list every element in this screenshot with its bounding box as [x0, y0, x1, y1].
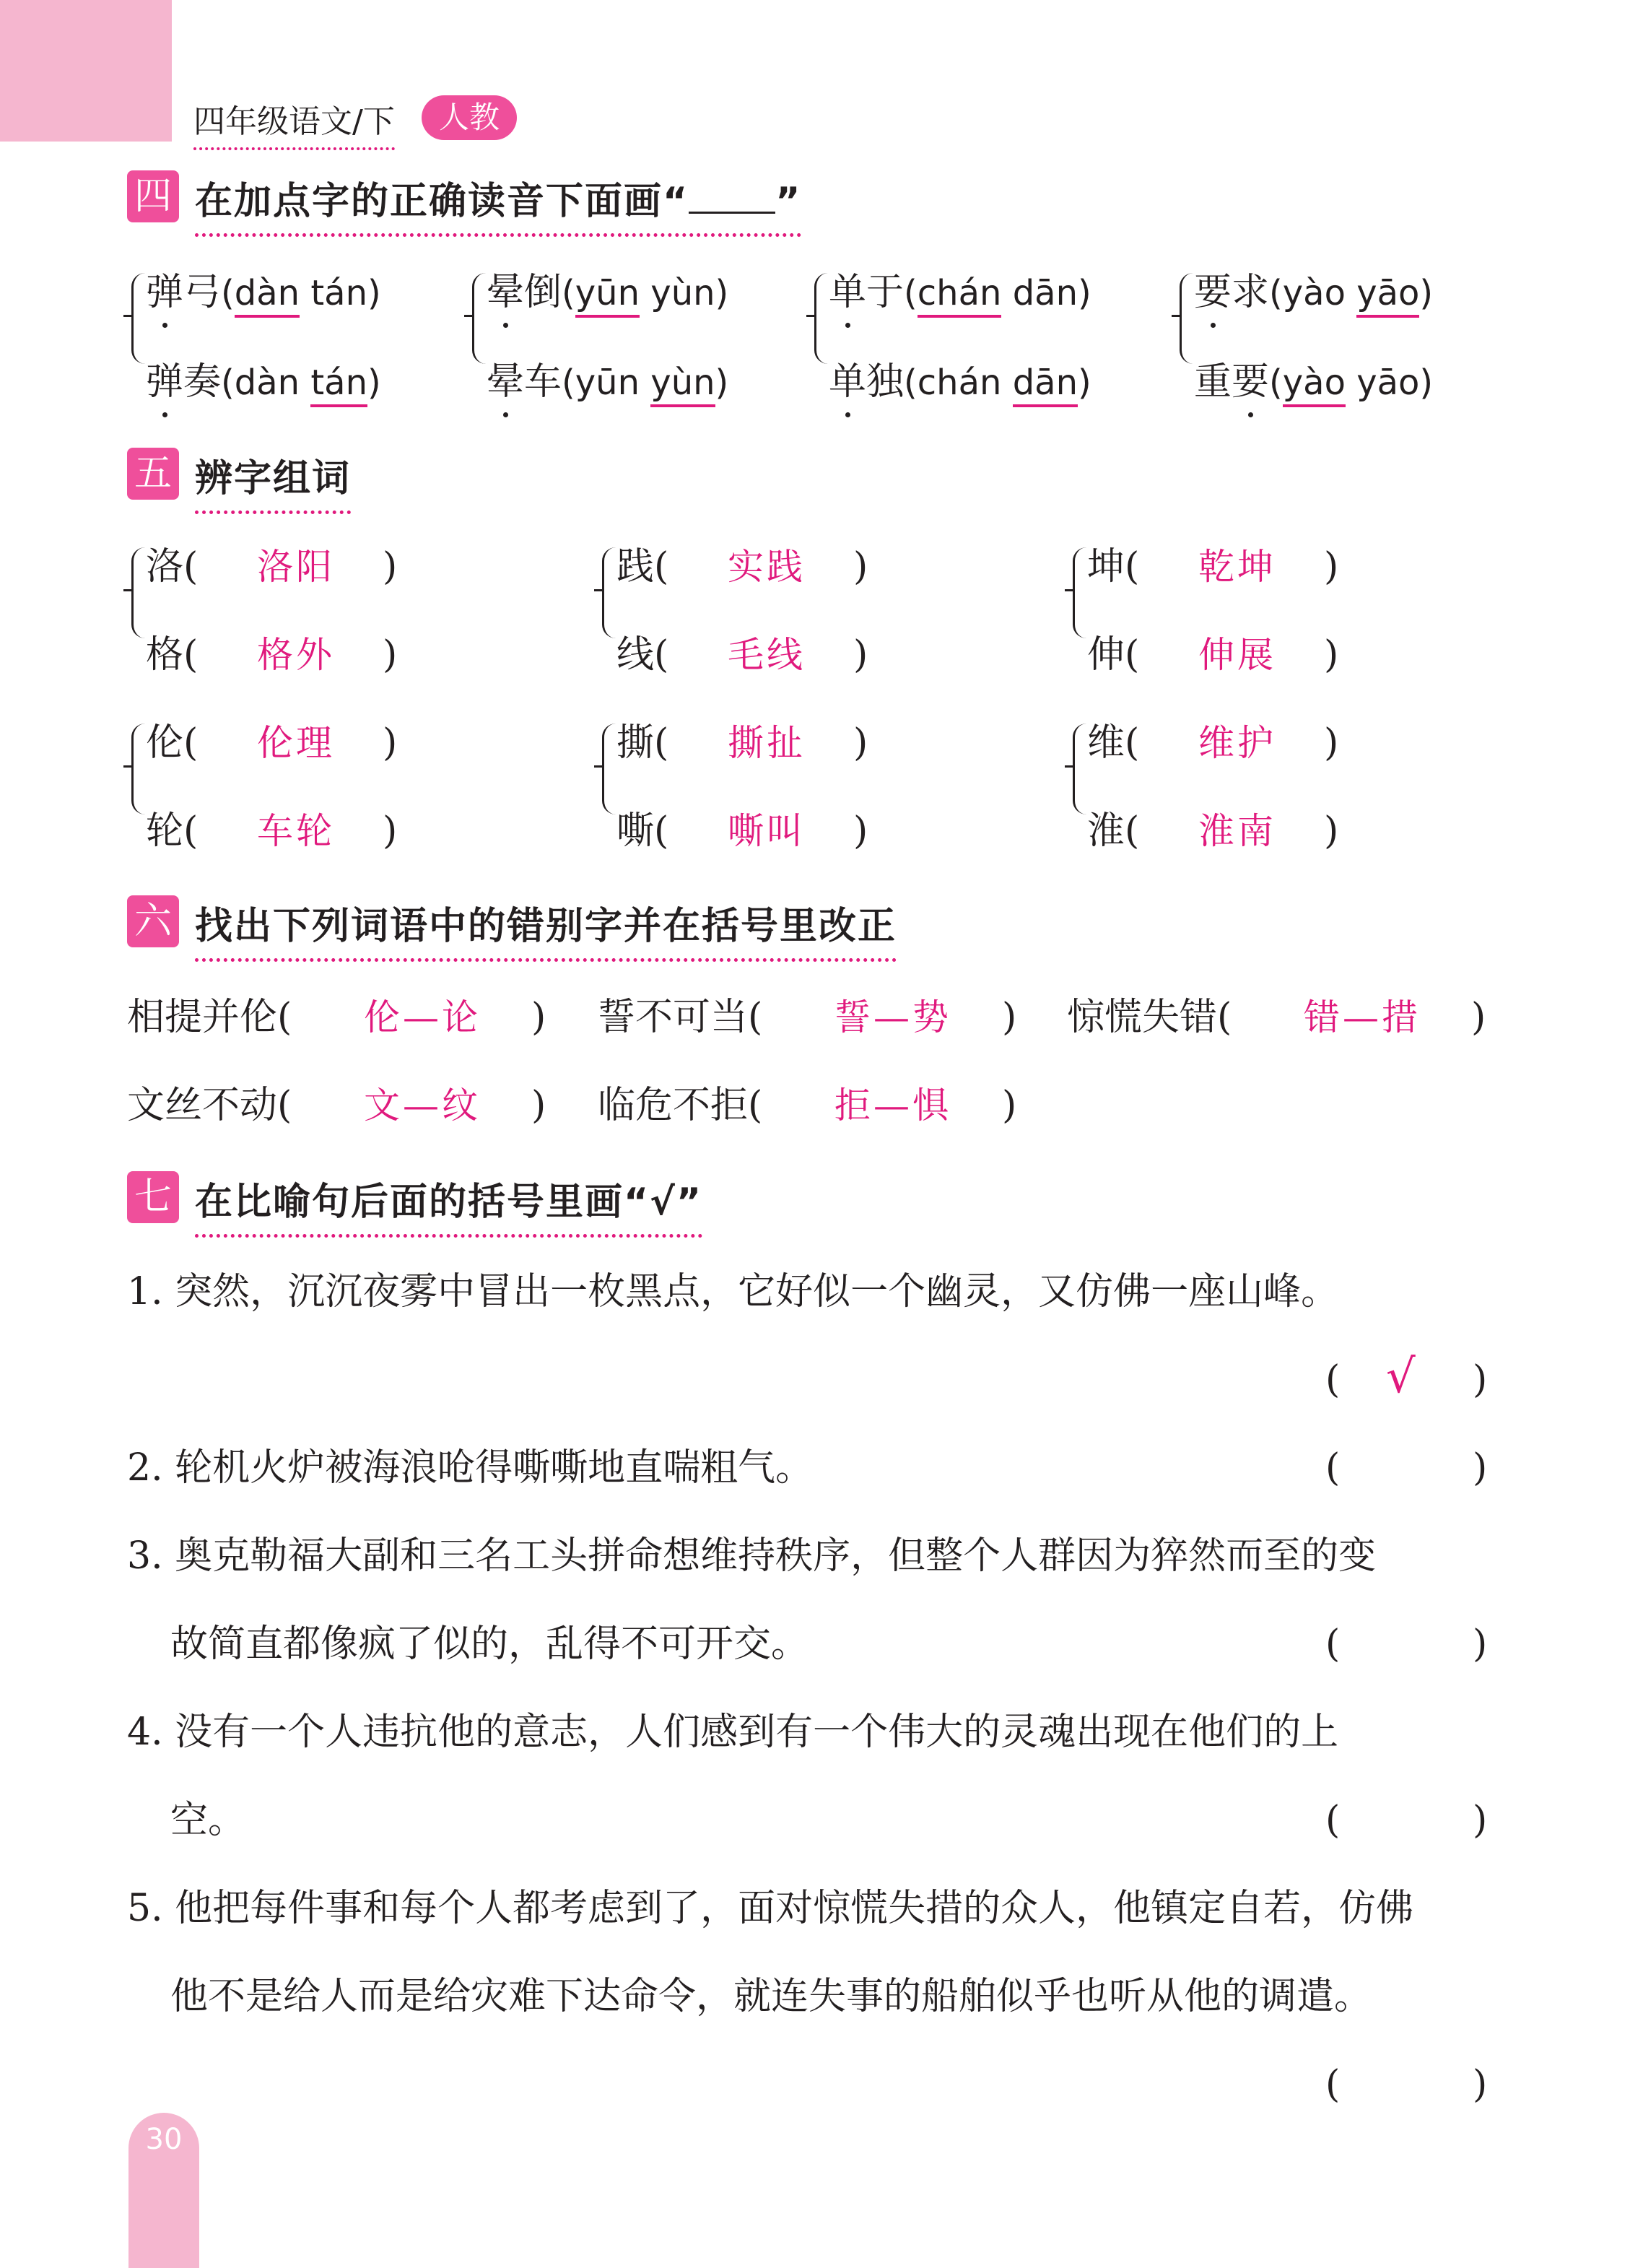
pinyin-row [829, 267, 1091, 318]
paren-close: ) [1471, 996, 1486, 1039]
brace [1073, 724, 1086, 814]
source-char: 践 [616, 545, 655, 588]
space [300, 273, 310, 313]
dotted-char: 单 [829, 267, 866, 318]
answer-paren-close: ) [1473, 1622, 1488, 1666]
answer-word: 实践 [728, 546, 806, 588]
paren-open: ( [1125, 809, 1140, 853]
word-char: 倒 [524, 271, 562, 314]
pinyin-row [487, 357, 728, 408]
paren-open: ( [654, 721, 669, 765]
answer-word: 伸展 [1198, 634, 1276, 676]
sentence-line: 他不是给人而是给灾难下达命令，就连失事的船舶似乎也听从他的调遣。 [170, 1975, 1372, 2018]
answer-word: 伦理 [257, 722, 335, 764]
paren-open: ( [1125, 633, 1140, 677]
paren-close: ) [1078, 362, 1091, 403]
section-4-title-before: 在加点字的正确读音下面画“ [195, 180, 689, 223]
source-char: 嘶 [616, 809, 655, 853]
header-title: 四年级语文/下 [193, 95, 395, 150]
dotted-char: 单 [829, 357, 866, 407]
char-row [1087, 806, 1139, 856]
section-6-number: 六 [127, 895, 179, 947]
pinyin-row [487, 267, 728, 318]
paren-open: ( [1125, 721, 1140, 765]
brace [602, 724, 616, 814]
paren-open: ( [221, 362, 235, 403]
paren-close: ) [1419, 273, 1434, 313]
char-row [146, 718, 198, 768]
pinyin-option: chán [917, 362, 1002, 403]
pinyin-option: tán [310, 273, 367, 313]
paren-close: ) [853, 809, 868, 853]
answer-word: 毛线 [728, 634, 806, 676]
source-char: 轮 [146, 809, 184, 853]
brace [1180, 273, 1193, 364]
page-number: 30 [145, 2123, 183, 2156]
section-7-number: 七 [127, 1171, 179, 1223]
paren-close: ) [367, 362, 381, 403]
error-word: 文丝不动( [127, 1084, 292, 1127]
answer-word: 撕扯 [728, 722, 806, 764]
source-char: 伦 [146, 721, 184, 765]
dotted-char: 重 [1194, 360, 1232, 404]
answer-word: 维护 [1198, 722, 1276, 764]
pinyin-option: chán [918, 273, 1002, 318]
space [1346, 273, 1356, 313]
error-word: 惊慌失错( [1067, 996, 1232, 1039]
paren-close: ) [1324, 633, 1339, 677]
paren-close: ) [715, 362, 729, 403]
word-char: 弓 [183, 271, 222, 314]
brace [472, 273, 486, 364]
publisher-badge: 人教 [422, 95, 517, 140]
pinyin-option: yūn [575, 362, 640, 403]
source-char: 线 [616, 633, 655, 677]
word-char: 车 [524, 360, 562, 404]
source-char: 格 [146, 633, 184, 677]
error-word: 誓不可当( [598, 996, 763, 1039]
error-word: 临危不拒( [598, 1084, 763, 1127]
paren-open: ( [183, 809, 199, 853]
pinyin-row [146, 267, 381, 318]
pinyin-option: yào [1282, 273, 1346, 313]
char-row [1087, 718, 1139, 768]
pinyin-option: dān [1013, 362, 1078, 407]
answer-paren-close: ) [1473, 1358, 1488, 1402]
answer-paren-close: ) [1473, 1799, 1488, 1842]
paren-open: ( [654, 809, 669, 853]
brace [131, 724, 145, 814]
section-7-title: 在比喻句后面的括号里画“√” [195, 1171, 702, 1238]
answer-word: 淮南 [1198, 810, 1276, 852]
sentence-line: 1. 突然，沉沉夜雾中冒出一枚黑点，它好似一个幽灵，又仿佛一座山峰。 [127, 1270, 1339, 1313]
source-char: 伸 [1087, 633, 1125, 677]
paren-open: ( [654, 633, 669, 677]
paren-open: ( [1125, 545, 1140, 588]
paren-open: ( [904, 273, 918, 313]
paren-open: ( [221, 273, 235, 313]
paren-close: ) [1324, 721, 1339, 765]
dotted-char: 弹 [146, 267, 183, 318]
pinyin-row [146, 357, 381, 408]
source-char: 坤 [1087, 545, 1125, 588]
space [1001, 362, 1012, 403]
sentence-line: 空。 [170, 1799, 246, 1842]
answer-word: 洛阳 [257, 546, 335, 588]
dotted-char: 弹 [146, 357, 183, 407]
char-row [616, 630, 668, 680]
answer-paren-open: ( [1325, 2063, 1341, 2106]
section-5-title: 辨字组词 [195, 448, 351, 514]
paren-open: ( [1269, 273, 1283, 313]
paren-open: ( [904, 362, 918, 403]
source-char: 洛 [146, 545, 184, 588]
source-char: 撕 [616, 721, 655, 765]
answer-paren-open: ( [1325, 1622, 1341, 1666]
paren-close: ) [715, 273, 729, 313]
blank-line-sample [689, 183, 775, 214]
dotted-char: 晕 [487, 357, 524, 407]
space [1346, 362, 1356, 403]
paren-close: ) [853, 633, 868, 677]
char-row [616, 718, 668, 768]
answer-paren-close: ) [1473, 1446, 1488, 1490]
section-4-title [195, 170, 801, 237]
space [1001, 273, 1012, 313]
char-row [146, 542, 198, 592]
paren-close: ) [367, 273, 381, 313]
answer-paren-close: ) [1473, 2063, 1488, 2106]
answer-paren-open: ( [1325, 1358, 1341, 1402]
paren-close: ) [531, 996, 546, 1039]
answer-paren-open: ( [1325, 1446, 1341, 1490]
paren-close: ) [383, 721, 398, 765]
section-6-title: 找出下列词语中的错别字并在括号里改正 [195, 895, 897, 962]
paren-close: ) [531, 1084, 546, 1127]
space [640, 273, 650, 313]
char-row [1087, 630, 1139, 680]
pinyin-option: yāo [1356, 362, 1420, 403]
dotted-char: 晕 [487, 267, 524, 318]
correction: 誓—势 [834, 996, 951, 1038]
pinyin-option: yùn [650, 273, 715, 313]
sentence-line: 故简直都像疯了似的，乱得不可开交。 [170, 1622, 809, 1666]
word-char: 独 [866, 360, 905, 404]
pinyin-row [1194, 357, 1433, 408]
pinyin-option: yāo [1356, 273, 1419, 318]
answer-word: 乾坤 [1198, 546, 1276, 588]
char-row [146, 630, 198, 680]
section-4-number: 四 [127, 170, 179, 222]
paren-open: ( [183, 545, 199, 588]
char-row [616, 806, 668, 856]
word-char: 求 [1232, 271, 1270, 314]
pinyin-row [1194, 267, 1433, 318]
pinyin-option: tán [310, 362, 367, 407]
paren-close: ) [853, 545, 868, 588]
source-char: 维 [1087, 721, 1125, 765]
paren-close: ) [853, 721, 868, 765]
word-char: 于 [866, 271, 905, 314]
space [300, 362, 310, 403]
paren-close: ) [1324, 545, 1339, 588]
correction: 伦—论 [364, 996, 481, 1038]
pinyin-option: dàn [234, 362, 300, 403]
paren-open: ( [183, 721, 199, 765]
correction: 错—措 [1304, 996, 1421, 1038]
paren-open: ( [562, 362, 575, 403]
answer-word: 嘶叫 [728, 810, 806, 852]
paren-open: ( [562, 273, 575, 313]
word-char: 要 [1232, 357, 1269, 407]
char-row [616, 542, 668, 592]
brace [131, 547, 145, 638]
brace [1073, 547, 1086, 638]
section-5-number: 五 [127, 448, 179, 500]
sentence-line: 4. 没有一个人违抗他的意志，人们感到有一个伟大的灵魂出现在他们的上 [127, 1711, 1339, 1754]
source-char: 淮 [1087, 809, 1125, 853]
paren-close: ) [1002, 1084, 1017, 1127]
paren-close: ) [1419, 362, 1434, 403]
section-4-title-after: ” [775, 180, 802, 223]
paren-close: ) [383, 809, 398, 853]
pinyin-row [829, 357, 1091, 408]
pinyin-option: yào [1283, 362, 1346, 407]
corner-tab [0, 0, 172, 142]
answer-paren-open: ( [1325, 1799, 1341, 1842]
paren-close: ) [1324, 809, 1339, 853]
paren-close: ) [383, 545, 398, 588]
paren-close: ) [1002, 996, 1017, 1039]
paren-close: ) [383, 633, 398, 677]
correction: 文—纹 [364, 1085, 481, 1126]
word-char: 奏 [183, 360, 222, 404]
paren-open: ( [654, 545, 669, 588]
pinyin-option: dān [1012, 273, 1078, 313]
paren-close: ) [1078, 273, 1091, 313]
answer-word: 格外 [257, 634, 335, 676]
pinyin-option: yūn [575, 273, 640, 318]
space [640, 362, 650, 403]
paren-open: ( [1269, 362, 1283, 403]
brace [131, 273, 145, 364]
pinyin-option: yùn [650, 362, 715, 407]
dotted-char: 要 [1194, 267, 1232, 318]
paren-open: ( [183, 633, 199, 677]
char-row [1087, 542, 1139, 592]
error-word: 相提并伦( [127, 996, 292, 1039]
answer-word: 车轮 [257, 810, 335, 852]
sentence-line: 3. 奥克勒福大副和三名工头拼命想维持秩序，但整个人群因为猝然而至的变 [127, 1534, 1377, 1578]
sentence-line: 2. 轮机火炉被海浪呛得嘶嘶地直喘粗气。 [127, 1446, 814, 1490]
sentence-line: 5. 他把每件事和每个人都考虑到了，面对惊慌失措的众人，他镇定自若，仿佛 [127, 1887, 1414, 1930]
correction: 拒—惧 [834, 1085, 951, 1126]
brace [602, 547, 616, 638]
brace [814, 273, 828, 364]
check-mark: √ [1386, 1350, 1416, 1404]
pinyin-option: dàn [235, 273, 300, 318]
char-row [146, 806, 198, 856]
